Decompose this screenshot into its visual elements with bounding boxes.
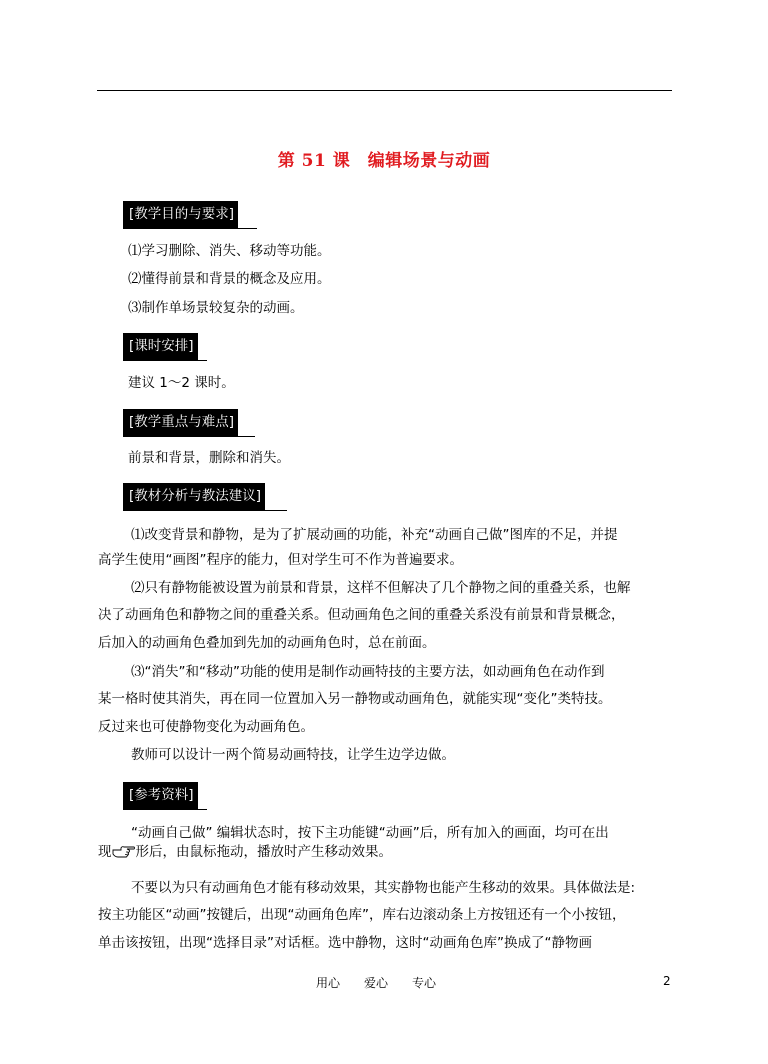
section-heading-label: [教材分析与教法建议]	[123, 483, 265, 510]
heading-underline	[123, 510, 287, 511]
analysis-line: 后加入的动画角色叠加到先加的动画角色时，总在前面。	[98, 635, 436, 651]
section-heading-label: [教学重点与难点]	[123, 409, 238, 436]
section-heading-reference	[123, 782, 207, 812]
analysis-line: 教师可以设计一两个简易动画特技，让学生边学边做。	[131, 747, 455, 763]
lesson-title: 第 51 课 编辑场景与动画	[277, 151, 491, 171]
analysis-line: ⑶“消失”和“移动”功能的使用是制作动画特技的主要方法，如动画角色在动作到	[131, 664, 605, 680]
reference-line: 单击该按钮，出现“选择目录”对话框。选中静物，这时“动画角色库”换成了“静物画	[98, 935, 592, 951]
section-heading-label: [课时安排]	[123, 333, 198, 360]
header-rule	[97, 90, 672, 91]
goal-item: ⑵懂得前景和背景的概念及应用。	[128, 271, 331, 287]
goal-item: ⑴学习删除、消失、移动等功能。	[128, 243, 331, 259]
reference-text: 现	[98, 844, 112, 860]
analysis-line: 决了动画角色和静物之间的重叠关系。但动画角色之间的重叠关系没有前景和背景概念，	[98, 607, 625, 623]
heading-underline	[123, 228, 257, 229]
analysis-line: 高学生使用“画图”程序的能力，但对学生可不作为普遍要求。	[98, 552, 463, 568]
section-heading-label: [教学目的与要求]	[123, 201, 238, 228]
analysis-line: 反过来也可使静物变化为动画角色。	[98, 719, 314, 735]
reference-line: 按主功能区“动画”按键后，出现“动画角色库”，库右边滚动条上方按钮还有一个小按钮，	[98, 907, 626, 923]
keypoints-text: 前景和背景，删除和消失。	[128, 450, 290, 466]
section-heading-keypoints	[123, 409, 255, 439]
section-heading-label: [参考资料]	[123, 782, 198, 809]
analysis-line: ⑵只有静物能被设置为前景和背景，这样不但解决了几个静物之间的重叠关系，也解	[131, 580, 631, 596]
heading-underline	[123, 360, 207, 361]
reference-line	[98, 842, 392, 862]
analysis-line: 某一格时使其消失，再在同一位置加入另一静物或动画角色，就能实现“变化”类特技。	[98, 691, 612, 707]
analysis-line: ⑴改变背景和静物，是为了扩展动画的功能，补充“动画自己做”图库的不足，并提	[131, 527, 618, 543]
heading-underline	[123, 436, 255, 437]
reference-line: “动画自己做” 编辑状态时，按下主功能键“动画”后，所有加入的画面，均可在出	[131, 825, 609, 841]
page-number: 2	[663, 974, 671, 988]
reference-line: 不要以为只有动画角色才能有移动效果，其实静物也能产生移动的效果。具体做法是:	[131, 880, 636, 896]
heading-underline	[123, 809, 207, 810]
schedule-text: 建议 1～2 课时。	[128, 375, 235, 391]
section-heading-goals	[123, 201, 257, 231]
section-heading-schedule	[123, 333, 207, 363]
footer-slogan: 用心 爱心 专心	[316, 976, 437, 990]
section-heading-analysis	[123, 483, 287, 513]
goal-item: ⑶制作单场景较复杂的动画。	[128, 300, 304, 316]
pointing-hand-icon	[112, 843, 136, 859]
reference-text: 形后，由鼠标拖动，播放时产生移动效果。	[135, 844, 392, 860]
